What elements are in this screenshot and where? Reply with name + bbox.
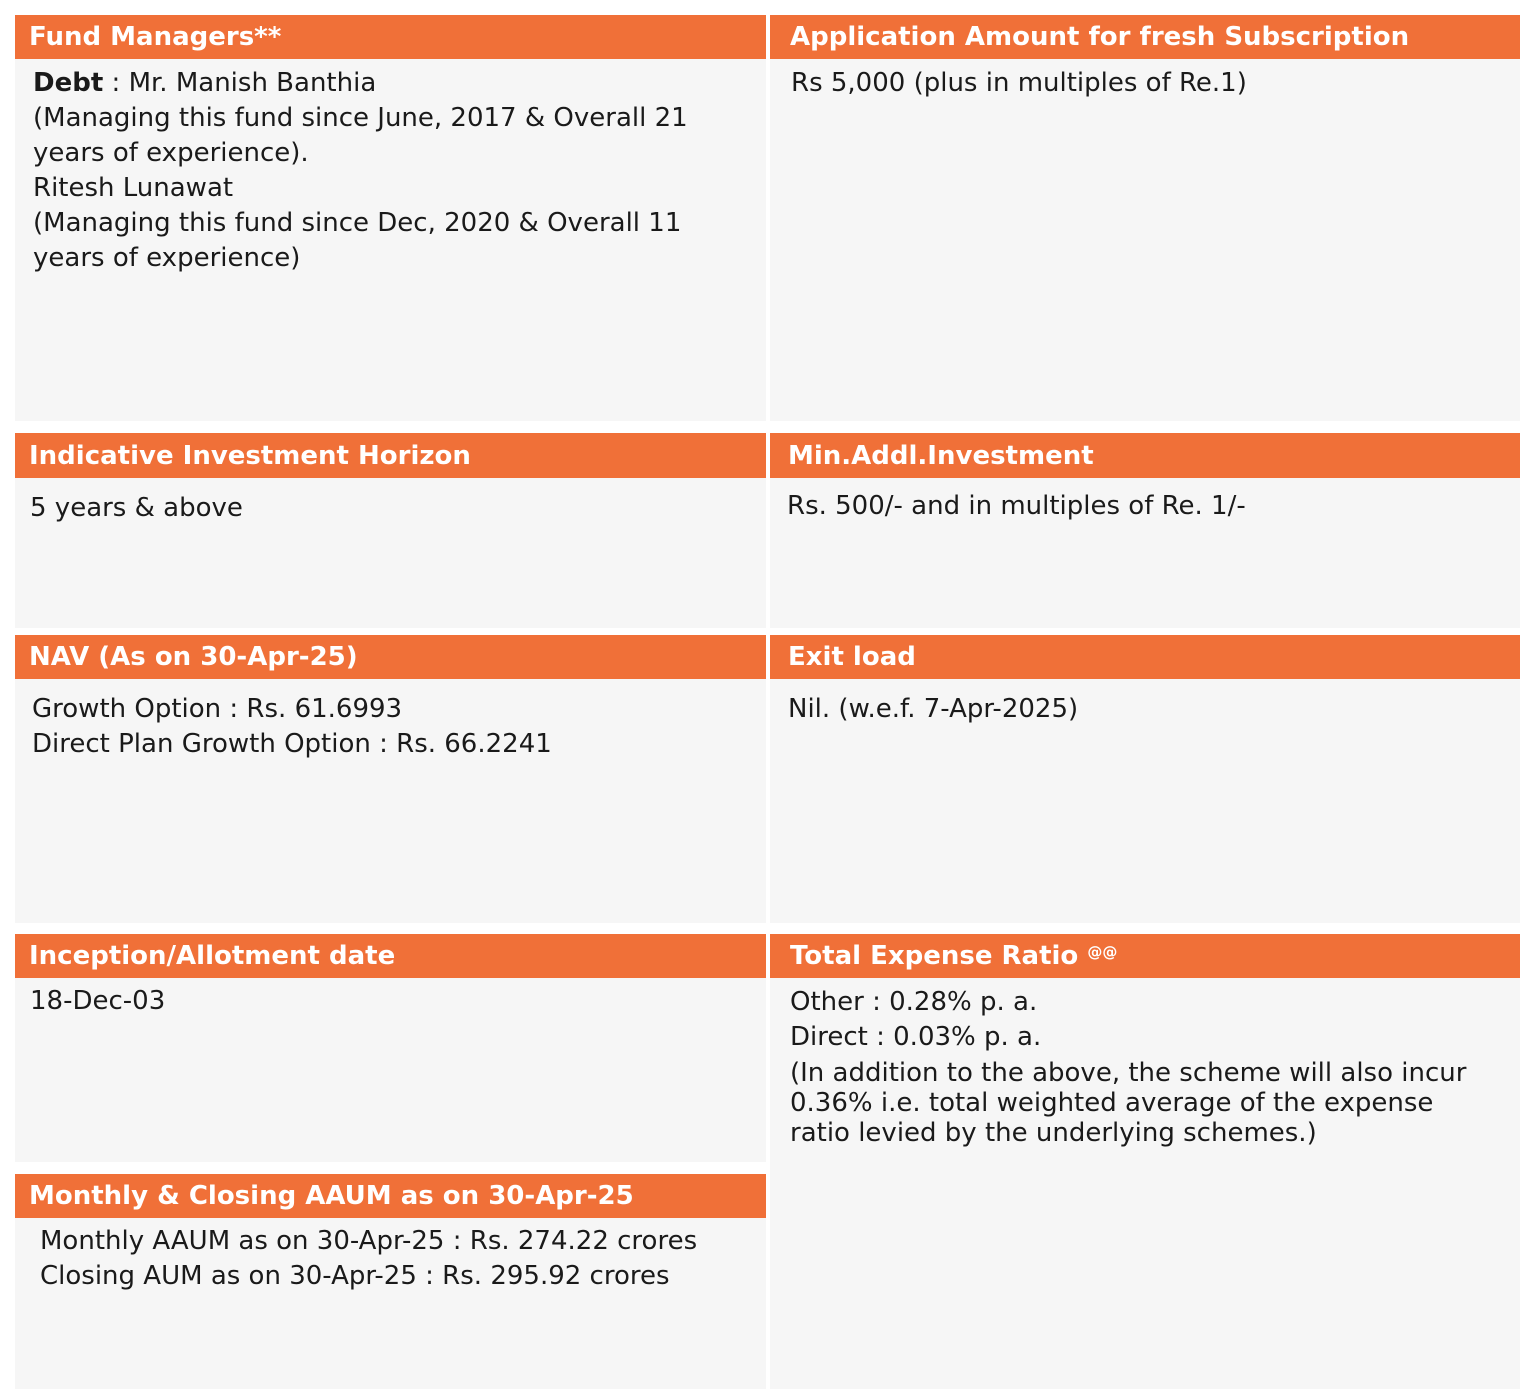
nav-direct-growth-option: Direct Plan Growth Option : Rs. 66.2241 bbox=[32, 729, 552, 759]
debt-separator: : bbox=[103, 68, 129, 98]
min-addl-investment-card bbox=[770, 433, 1520, 628]
min-addl-investment-value: Rs. 500/- and in multiples of Re. 1/- bbox=[787, 491, 1246, 521]
application-amount-header: Application Amount for fresh Subscription bbox=[770, 15, 1520, 59]
expense-ratio-title: Total Expense Ratio bbox=[790, 941, 1079, 971]
exit-load-value: Nil. (w.e.f. 7-Apr-2025) bbox=[788, 694, 1079, 724]
inception-value: 18-Dec-03 bbox=[30, 986, 166, 1016]
manager2-name: Ritesh Lunawat bbox=[33, 173, 234, 203]
debt-label: Debt bbox=[33, 68, 104, 98]
manager1-name: Mr. Manish Banthia bbox=[128, 68, 377, 98]
manager2-note: (Managing this fund since Dec, 2020 & Overall 11 years of experience) bbox=[33, 208, 682, 273]
exit-load-header: Exit load bbox=[770, 635, 1520, 679]
exit-load-body bbox=[770, 679, 1520, 923]
expense-ratio-direct: Direct : 0.03% p. a. bbox=[790, 1022, 1042, 1052]
nav-header: NAV (As on 30-Apr-25) bbox=[15, 635, 766, 679]
nav-body bbox=[15, 679, 766, 923]
fund-managers-card bbox=[15, 15, 766, 421]
aaum-header: Monthly & Closing AAUM as on 30-Apr-25 bbox=[15, 1174, 766, 1218]
nav-growth-option: Growth Option : Rs. 61.6993 bbox=[32, 694, 403, 724]
fund-managers-body bbox=[15, 59, 766, 421]
investment-horizon-value: 5 years & above bbox=[30, 493, 243, 523]
expense-ratio-card bbox=[770, 934, 1520, 1389]
inception-body bbox=[15, 978, 766, 1162]
min-addl-investment-header: Min.Addl.Investment bbox=[770, 433, 1520, 478]
aaum-body bbox=[15, 1218, 766, 1389]
expense-ratio-note: (In addition to the above, the scheme will also incur 0.36% i.e. total weighted average of the expense ratio levied by the underlying schemes.) bbox=[790, 1058, 1467, 1148]
application-amount-body bbox=[770, 59, 1520, 421]
expense-ratio-other: Other : 0.28% p. a. bbox=[790, 987, 1038, 1017]
expense-ratio-superscript: @@ bbox=[1087, 943, 1118, 961]
exit-load-card bbox=[770, 635, 1520, 923]
investment-horizon-header: Indicative Investment Horizon bbox=[15, 433, 766, 478]
inception-header: Inception/Allotment date bbox=[15, 934, 766, 978]
expense-ratio-header bbox=[770, 934, 1520, 978]
expense-ratio-body bbox=[770, 978, 1520, 1389]
nav-card bbox=[15, 635, 766, 923]
investment-horizon-card bbox=[15, 433, 766, 628]
manager1-note: (Managing this fund since June, 2017 & Overall 21 years of experience). bbox=[33, 103, 688, 168]
inception-card bbox=[15, 934, 766, 1162]
aaum-card bbox=[15, 1174, 766, 1389]
aaum-monthly: Monthly AAUM as on 30-Apr-25 : Rs. 274.22 crores bbox=[40, 1226, 698, 1256]
investment-horizon-body bbox=[15, 478, 766, 628]
application-amount-value: Rs 5,000 (plus in multiples of Re.1) bbox=[791, 68, 1247, 98]
min-addl-investment-body bbox=[770, 478, 1520, 628]
debt-manager-line bbox=[33, 66, 748, 101]
aaum-closing: Closing AUM as on 30-Apr-25 : Rs. 295.92 crores bbox=[40, 1261, 670, 1291]
fund-managers-header: Fund Managers** bbox=[15, 15, 766, 59]
application-amount-card bbox=[770, 15, 1520, 421]
